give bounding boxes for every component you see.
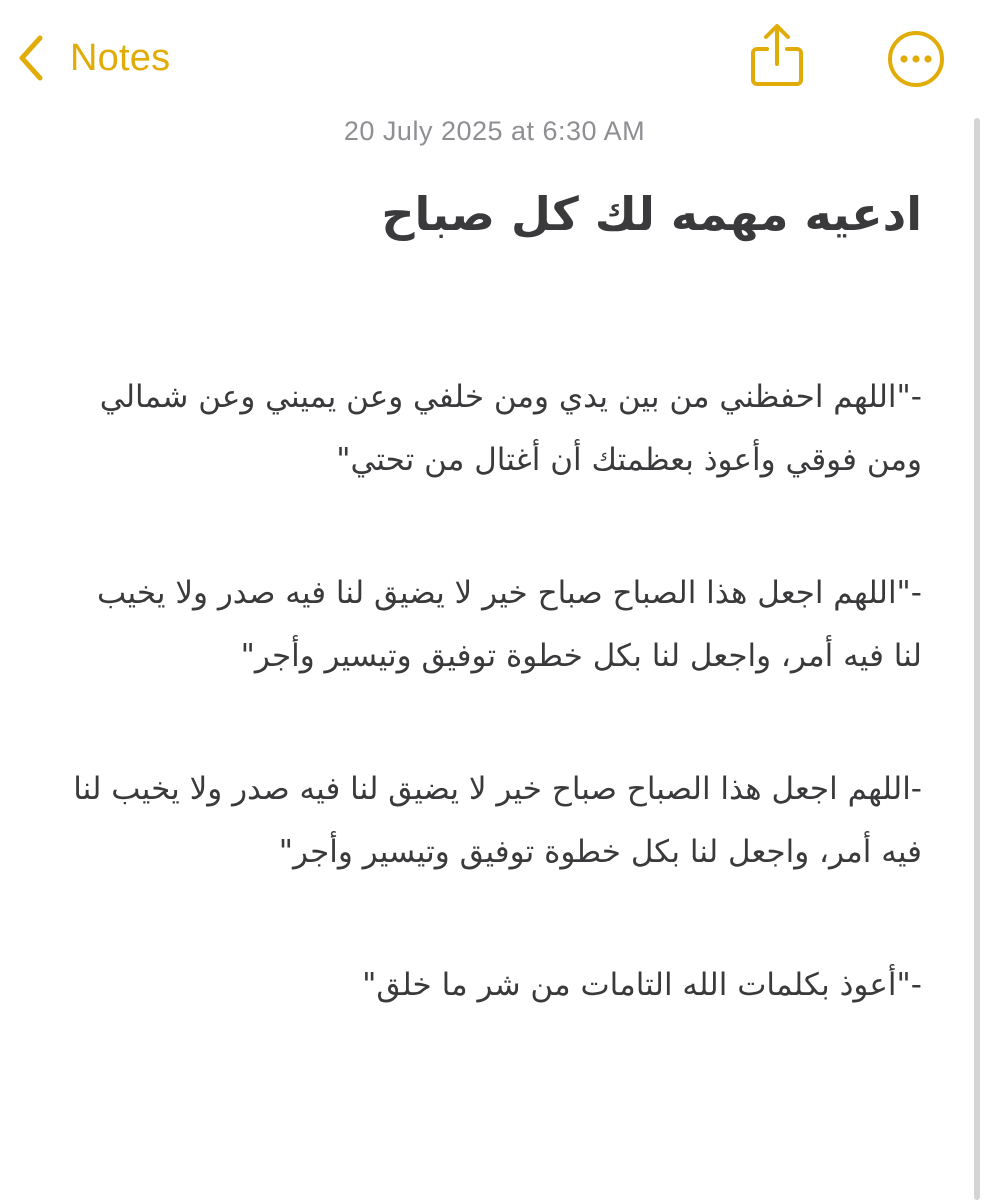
note-title: ادعيه مهمه لك كل صباح xyxy=(381,187,922,241)
share-button[interactable] xyxy=(748,22,806,88)
note-timestamp: 20 July 2025 at 6:30 AM xyxy=(343,116,646,146)
navigation-bar xyxy=(0,0,989,110)
ellipsis-circle-icon xyxy=(886,74,946,93)
note-paragraph: -"اللهم احفظني من بين يدي ومن خلفي وعن يميني وعن شمالي ومن فوقي وأعوذ بعظمتك أن أغتال من تحتي" xyxy=(99,379,922,478)
chevron-left-icon xyxy=(18,35,44,81)
back-button-label: Notes xyxy=(70,36,171,79)
note-body[interactable] xyxy=(70,172,922,1087)
back-button[interactable] xyxy=(18,28,170,88)
scrollbar[interactable] xyxy=(974,118,980,1200)
note-paragraph: -"أعوذ بكلمات الله التامات من شر ما خلق" xyxy=(362,967,922,1003)
note-paragraph: -"اللهم اجعل هذا الصباح صباح خير لا يضيق لنا فيه صدر ولا يخيب لنا فيه أمر، واجعل لنا بكل خطوة توفيق وتيسير وأجر" xyxy=(97,575,922,674)
note-paragraph: -اللهم اجعل هذا الصباح صباح خير لا يضيق لنا فيه صدر ولا يخيب لنا فيه أمر، واجعل لنا بكل خطوة توفيق وتيسير وأجر" xyxy=(73,771,922,870)
more-button[interactable] xyxy=(886,29,946,89)
share-icon xyxy=(748,73,806,92)
